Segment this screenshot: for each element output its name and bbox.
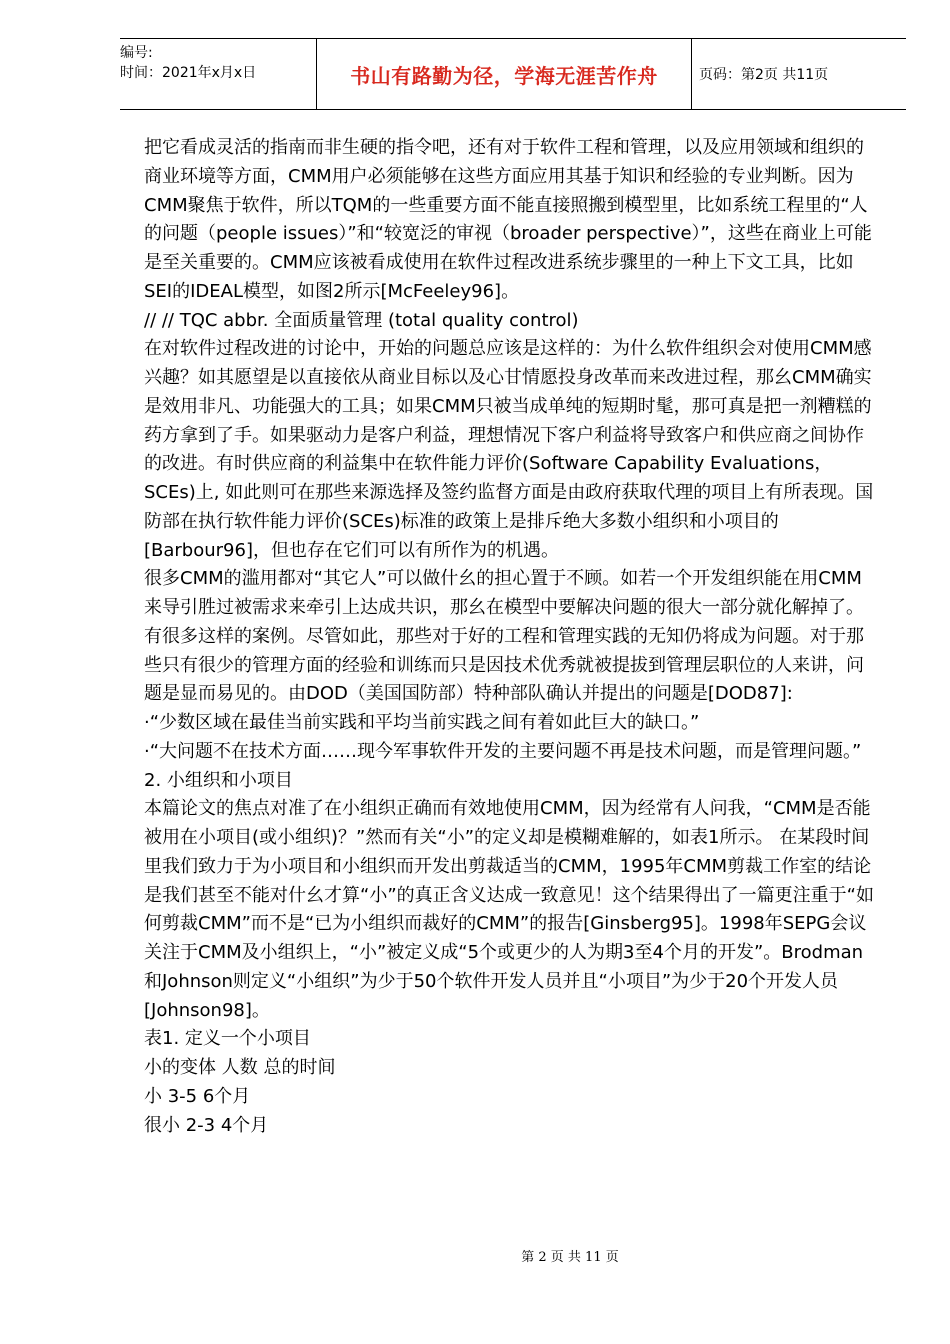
paragraph: 把它看成灵活的指南而非生硬的指令吧，还有对于软件工程和管理，以及应用领域和组织的商业环境等方面，CMM用户必须能够在这些方面应用其基于知识和经验的专业判断。因为CMM聚焦于软件，所以TQM的一些重要方面不能直接照搬到模型里，比如系统工程里的“人的问题（people issues）”和“较宽泛的审视（broader perspective）”，这些在商业上可能是至关重要的。CMM应该被看成使用在软件过程改进系统步骤里的一种上下文工具，比如SEI的IDEAL模型，如图2所示[McFeeley96]。: [144, 137, 872, 302]
bullet-quote: ·“大问题不在技术方面……现今军事软件开发的主要问题不再是技术问题，而是管理问题。”: [144, 740, 862, 762]
bullet-quote: ·“少数区域在最佳当前实践和平均当前实践之间有着如此巨大的缺口。”: [144, 712, 700, 733]
table-row: 很小 2-3 4个月: [144, 1114, 269, 1136]
page-footer: 第 2 页 共 11 页: [521, 1250, 619, 1265]
section-heading: 2. 小组织和小项目: [144, 769, 293, 791]
paragraph: 很多CMM的滥用都对“其它人”可以做什幺的担心置于不顾。如若一个开发组织能在用CMM来导引胜过被需求来牵引上达成共识，那幺在模型中要解决问题的很大一部分就化解掉了。有很多这样的案例。尽管如此，那些对于好的工程和管理实践的无知仍将成为问题。对于那些只有很少的管理方面的经验和训练而只是因技术优秀就被提拔到管理层职位的人来讲，问题是显而易见的。由DOD（美国国防部）特种部队确认并提出的问题是[DOD87]:: [144, 568, 864, 705]
paragraph: // // TQC abbr. 全面质量管理 (total quality control): [144, 309, 579, 331]
paragraph: 本篇论文的焦点对准了在小组织正确而有效地使用CMM，因为经常有人问我，“CMM是否能被用在小项目(或小组织)？”然而有关“小”的定义却是模糊难解的，如表1所示。 在某段时间里我们致力于为小项目和小组织而开发出剪裁适当的CMM，1995年CMM剪裁工作室的结论是我们甚至不能对什幺才算“小”的真正含义达成一致意见！这个结果得出了一篇更注重于“如何剪裁CMM”而不是“已为小组织而裁好的CMM”的报告[Ginsberg95]。1998年SEPG会议关注于CMM及小组织上，“小”被定义成“5个或更少的人为期3至4个月的开发”。Brodman和Johnson则定义“小组织”为少于50个软件开发人员并且“小项目”为少于20个开发人员[Johnson98]。: [144, 798, 874, 1021]
document-date-label: 时间：2021年x月x日: [120, 65, 257, 81]
paragraph: 在对软件过程改进的讨论中，开始的问题总应该是这样的：为什么软件组织会对使用CMM感兴趣？如其愿望是以直接依从商业目标以及心甘情愿投身改革而来改进过程，那幺CMM确实是效用非凡、功能强大的工具；如果CMM只被当成单纯的短期时髦，那可真是把一剂糟糕的药方拿到了手。如果驱动力是客户利益，理想情况下客户利益将导致客户和供应商之间协作的改进。有时供应商的利益集中在软件能力评价(Software Capability Evaluations，SCEs)上, 如此则可在那些来源选择及签约监督方面是由政府获取代理的项目上有所表现。国防部在执行软件能力评价(SCEs)标准的政策上是排斥绝大多数小组织和小项目的[Barbour96]，但也存在它们可以有所作为的机遇。: [144, 338, 874, 561]
page-header: [120, 38, 906, 110]
document-number-label: 编号:: [120, 45, 153, 61]
header-page-cell: [691, 39, 906, 109]
header-meta-cell: [120, 39, 316, 109]
table-header-row: 小的变体 人数 总的时间: [144, 1057, 336, 1078]
table-row: 小 3-5 6个月: [144, 1085, 251, 1107]
table-caption: 表1. 定义一个小项目: [144, 1028, 311, 1050]
header-page-number: 页码：第2页 共11页: [699, 67, 829, 83]
header-motto-cell: [316, 39, 692, 109]
document-body: [144, 134, 874, 1140]
header-motto: 书山有路勤为径，学海无涯苦作舟: [350, 63, 658, 88]
